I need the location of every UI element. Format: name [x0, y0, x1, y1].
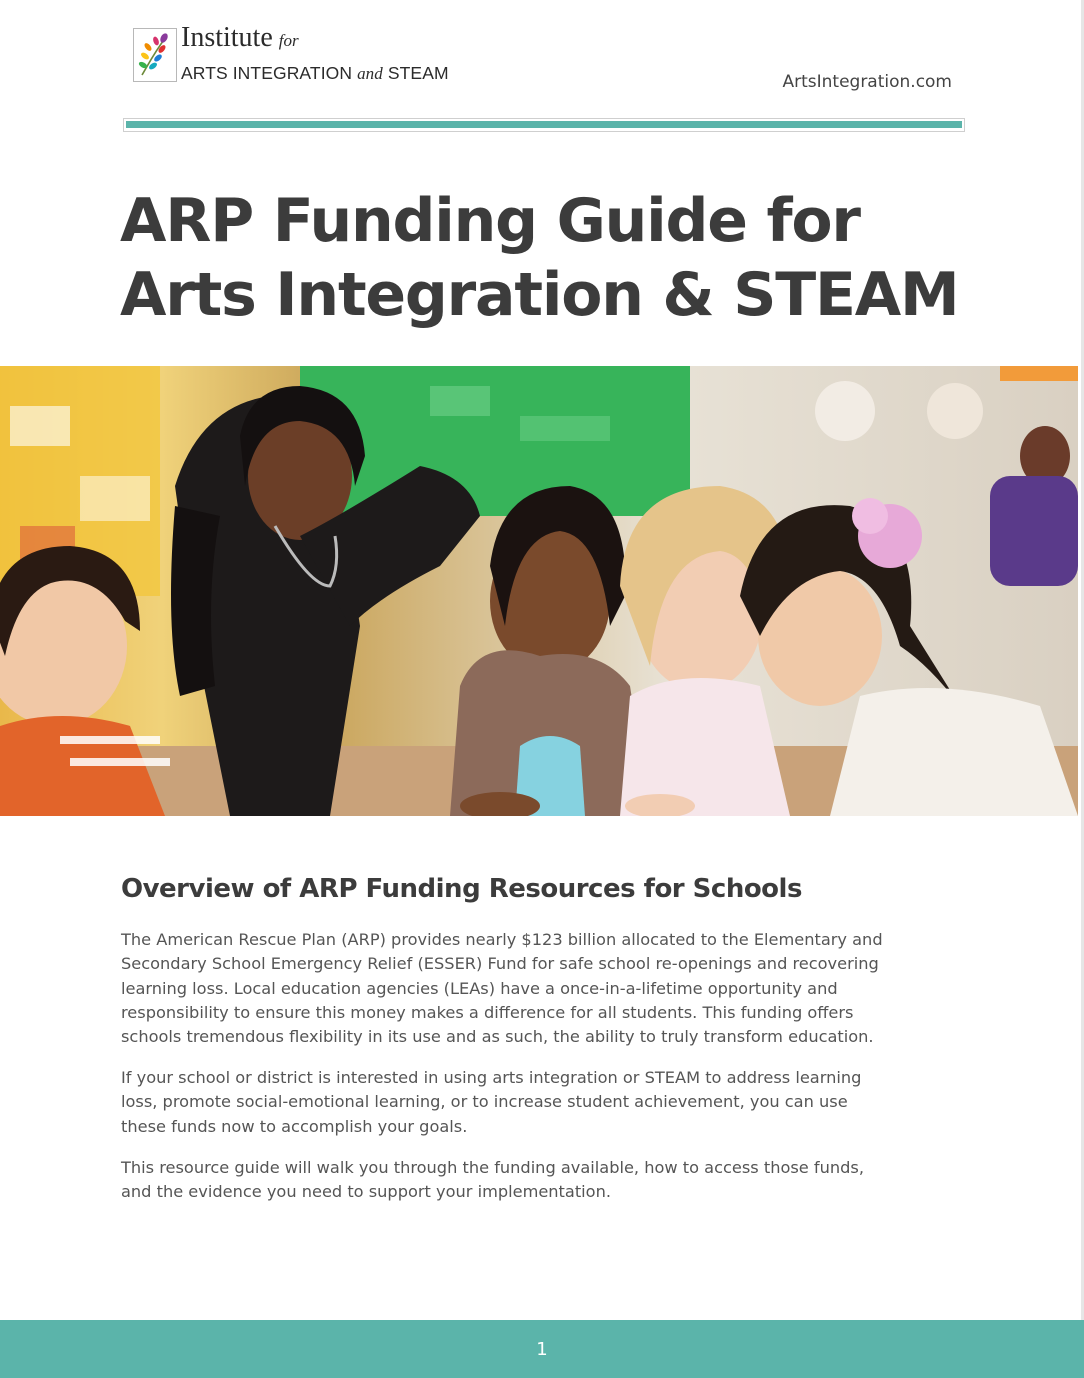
title-line-2: Arts Integration & STEAM — [120, 260, 959, 330]
paragraph-2-line-3: these funds now to accomplish your goals. — [121, 1116, 468, 1136]
classroom-photo — [0, 366, 1078, 816]
paragraph-1-line-3: learning loss. Local education agencies (LEAs) have a once-in-a-lifetime opportunity and — [121, 978, 838, 998]
site-url[interactable]: ArtsIntegration.com — [782, 72, 952, 92]
logo-wordmark — [181, 24, 299, 52]
overview-heading: Overview of ARP Funding Resources for Schools — [121, 874, 802, 904]
paragraph-1-line-2: Secondary School Emergency Relief (ESSER) Fund for safe school re-openings and recovering — [121, 954, 879, 974]
page-number: 1 — [536, 1339, 548, 1360]
logo-arts-integration: ARTS INTEGRATION — [181, 63, 353, 83]
paragraph-3-line-1: This resource guide will walk you through the funding available, how to access those funds, — [121, 1158, 864, 1177]
paragraph-2-line-1: If your school or district is interested in using arts integration or STEAM to address learning — [121, 1068, 862, 1087]
page-title — [120, 184, 959, 332]
classroom-photo-icon — [0, 366, 1078, 816]
title-line-1: ARP Funding Guide for — [120, 186, 860, 256]
branch-logo-icon — [133, 28, 177, 82]
logo-tagline — [181, 65, 449, 83]
paragraph-1-line-4: responsibility to ensure this money makes a difference for all students. This funding offers — [121, 1002, 854, 1022]
paragraph-1-line-1: The American Rescue Plan (ARP) provides nearly $123 billion allocated to the Elementary and — [121, 930, 883, 949]
institute-logo[interactable] — [133, 22, 463, 86]
header-rule — [126, 121, 962, 128]
overview-paragraph-2 — [121, 1066, 971, 1139]
logo-for: for — [278, 31, 299, 50]
logo-steam: STEAM — [387, 63, 449, 83]
logo-and: and — [357, 64, 383, 83]
overview-paragraph-1 — [121, 928, 971, 1049]
overview-paragraph-3 — [121, 1156, 971, 1205]
logo-institute: Institute — [181, 22, 273, 53]
paragraph-1-line-5: schools tremendous flexibility in its use and as such, the ability to truly transform education. — [121, 1027, 874, 1047]
paragraph-2-line-2: loss, promote social-emotional learning, or to increase student achievement, you can use — [121, 1092, 848, 1112]
paragraph-3-line-2: and the evidence you need to support your implementation. — [121, 1182, 611, 1202]
